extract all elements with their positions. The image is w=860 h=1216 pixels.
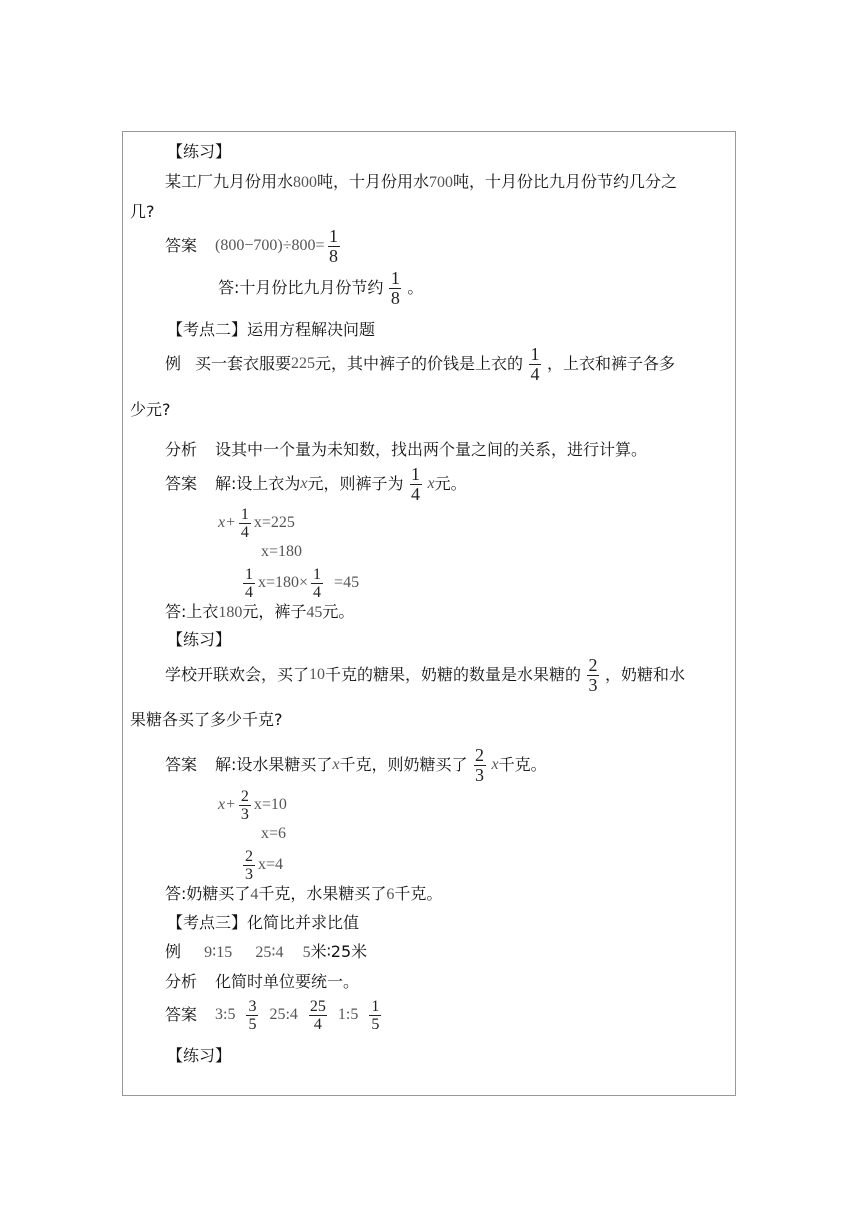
analysis-2: 分析 设其中一个量为未知数，找出两个量之间的关系，进行计算。 [165, 440, 648, 459]
example-2-line-2: 少元? [130, 400, 171, 419]
example-2-line-1: 例 买一套衣服要 225 元，其中裤子的价钱是上衣的 1 4 ，上衣和裤子各多 [165, 343, 676, 384]
problem-1-line-2: 几? [130, 202, 155, 221]
example-3: 例 9∶15 25∶4 5米∶25米 [165, 942, 368, 961]
problem-1-line-1: 某工厂九月份用水800吨，十月份用水700吨，十月份比九月份节约几分之 [165, 172, 678, 191]
fraction: 2 3 [475, 744, 485, 785]
topic-3-heading: 【考点三】化简比并求比值 [167, 913, 360, 932]
fraction: 1 4 [530, 343, 540, 384]
practice-heading-2: 【练习】 [167, 630, 232, 649]
practice-heading-3: 【练习】 [167, 1046, 232, 1065]
fraction: 1 4 [411, 463, 421, 504]
answer-1: 答案 (800−700)÷800= 1 8 [165, 225, 338, 266]
equation-3-3: 2 3 x=4 [245, 847, 284, 883]
equation-3-1: x+ 2 3 x=10 [218, 787, 287, 823]
practice-heading: 【练习】 [167, 142, 232, 161]
analysis-3: 分析 化简时单位要统一。 [165, 972, 360, 991]
answer-1-conclusion: 答:十月份比九月份节约 1 8 。 [218, 267, 424, 308]
topic-2-heading: 【考点二】运用方程解决问题 [167, 320, 376, 339]
answer-3-conclusion: 答:奶糖买了4千克，水果糖买了6千克。 [165, 884, 443, 903]
fraction: 1 8 [390, 267, 400, 308]
fraction: 2 3 [245, 847, 253, 883]
equation-2-1: x+ 1 4 x=225 [218, 505, 295, 541]
answer-2: 答案 解:设上衣为 x 元，则裤子为 1 4 x 元。 [165, 463, 467, 504]
answer-2-conclusion: 答:上衣180元，裤子45元。 [165, 602, 355, 621]
fraction: 1 4 [240, 505, 249, 541]
fraction: 3 5 [248, 997, 257, 1033]
fraction: 2 3 [240, 787, 249, 823]
problem-3-line-2: 果糖各买了多少千克? [130, 710, 283, 729]
fraction: 1 4 [313, 565, 322, 601]
fraction: 1 5 [371, 997, 380, 1033]
fraction: 1 8 [329, 225, 338, 266]
equation-2-3: 1 4 x=180× 1 4 =45 [245, 565, 360, 601]
answer-3: 答案 解:设水果糖买了 x 千克，则奶糖买了 2 3 x 千克。 [165, 744, 547, 785]
problem-3-line-1: 学校开联欢会，买了 10 千克的糖果，奶糖的数量是水果糖的 2 3 ，奶糖和水 [165, 654, 686, 695]
fraction: 2 3 [588, 654, 598, 695]
answer-4: 答案 3:5 3 5 25:4 25 4 1:5 1 5 [165, 997, 380, 1033]
fraction: 1 4 [245, 565, 253, 601]
equation-2-2: x=180 [261, 543, 303, 560]
equation-3-2: x=6 [261, 825, 287, 842]
fraction: 25 4 [309, 997, 326, 1033]
